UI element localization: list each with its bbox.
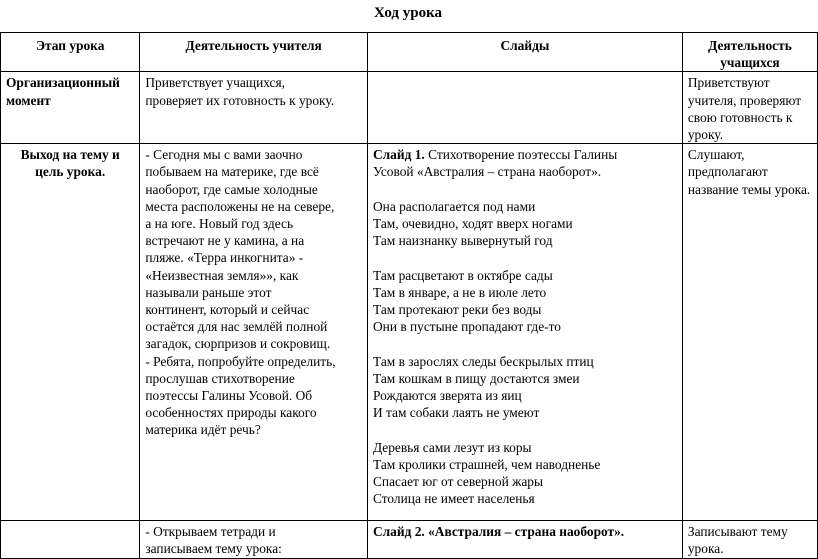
student-activity-cell [682,144,817,521]
student-line: Слушают, [687,147,745,163]
student-line: название темы урока. [687,181,811,197]
header-slides: Слайды [367,33,682,72]
teacher-line: места расположены не на севере, [145,198,335,214]
slides-cell [367,72,682,144]
header-student-activity [682,33,817,72]
table-row [1,521,818,558]
slide-heading [373,146,677,163]
student-activity-cell [682,72,817,144]
poem-line: Там наизнанку вывернутый год [372,233,553,249]
teacher-line: проверяет их готовность к уроку. [145,92,335,108]
teacher-line: особенностях природы какого [145,405,317,421]
table-row [1,72,818,144]
slides-cell [367,521,682,558]
stage-line: Организационный [6,75,120,91]
teacher-line: - Ребята, попробуйте определить, [145,353,336,369]
poem-line: Деревья сами лезут из коры [372,439,532,455]
teacher-line: остаётся для нас землёй полной [145,319,328,335]
poem-line: Спасает юг от северной жары [372,474,543,490]
header-teacher-activity: Деятельность учителя [140,33,368,72]
teacher-line: встречают не у камина, а на [145,233,305,249]
teacher-line: континент, который и сейчас [145,302,310,318]
poem-line: Они в пустыне пропадают где-то [372,319,561,335]
teacher-line: прослушав стихотворение [145,370,295,386]
poem-line: Она располагается под нами [372,198,536,214]
teacher-line: называли раньше этот [145,284,272,300]
slides-cell [367,144,682,521]
teacher-activity-cell [140,72,368,144]
student-line: учителя, проверяют [687,92,802,108]
poem-line: Рождаются зверята из яиц [372,388,522,404]
stage-cell [1,144,140,521]
poem-line: Там в зарослях следы бескрылых птиц [372,353,594,369]
poem-line: Столица не имеет населенья [372,491,535,507]
teacher-activity-cell [140,521,368,558]
teacher-line: поэтессы Галины Усовой. Об [145,388,313,404]
teacher-line: Приветствует учащихся, [145,75,286,91]
stage-line: цель урока. [35,164,106,180]
teacher-line: пляже. «Терра инкогнита» - [145,250,304,266]
poem-line: Там расцветают в октябре сады [372,267,553,283]
teacher-line: материка идёт речь? [145,422,261,438]
teacher-line: «Неизвестная земля»», как [145,267,299,283]
teacher-line: - Открываем тетради и [145,524,276,540]
teacher-line: побываем на материке, где всё [145,164,319,180]
student-activity-cell [682,521,817,558]
teacher-line: наоборот, где самые холодные [145,181,318,197]
teacher-line: а на юге. Новый год здесь [145,216,294,232]
stage-cell [1,521,140,558]
poem-line: И там собаки лаять не умеют [372,405,540,421]
stage-line: Выход на тему и [20,147,120,163]
slide-heading-text: Стихотворение поэтессы Галины [424,147,618,163]
poem-line: Там кролики страшней, чем наводненье [372,456,601,472]
table-header-row [1,33,818,72]
student-line: урока. [687,541,724,557]
student-line: уроку. [687,127,723,143]
stage-line: момент [6,92,51,108]
poem-line: Там протекают реки без воды [372,302,542,318]
teacher-line: - Сегодня мы с вами заочно [145,147,303,163]
header-student-activity-line1: Деятельность [708,38,792,53]
student-line: предполагают [687,164,768,180]
teacher-activity-cell [140,144,368,521]
stage-cell [1,72,140,144]
page-title: Ход урока [373,5,443,21]
poem-line: Там кошкам в пищу достаются змеи [372,370,580,386]
slide-heading-line2: Усовой «Австралия – страна наоборот». [372,164,602,180]
poem-line: Там в январе, а не в июле лето [372,284,547,300]
student-line: Приветствуют [687,75,770,91]
slide-heading: Слайд 2. «Австралия – страна наоборот». [372,524,625,540]
header-student-activity-line2: учащихся [720,55,780,71]
slide-number: Слайд 1. [372,147,425,163]
student-line: Записывают тему [687,524,788,540]
lesson-plan-table [0,32,818,559]
header-stage: Этап урока [1,33,140,72]
teacher-line: записываем тему урока: [145,541,282,557]
student-line: свою готовность к [687,109,793,125]
poem-line: Там, очевидно, ходят вверх ногами [372,216,573,232]
teacher-line: загадок, сюрпризов и сокровищ. [145,336,331,352]
table-row [1,144,818,521]
